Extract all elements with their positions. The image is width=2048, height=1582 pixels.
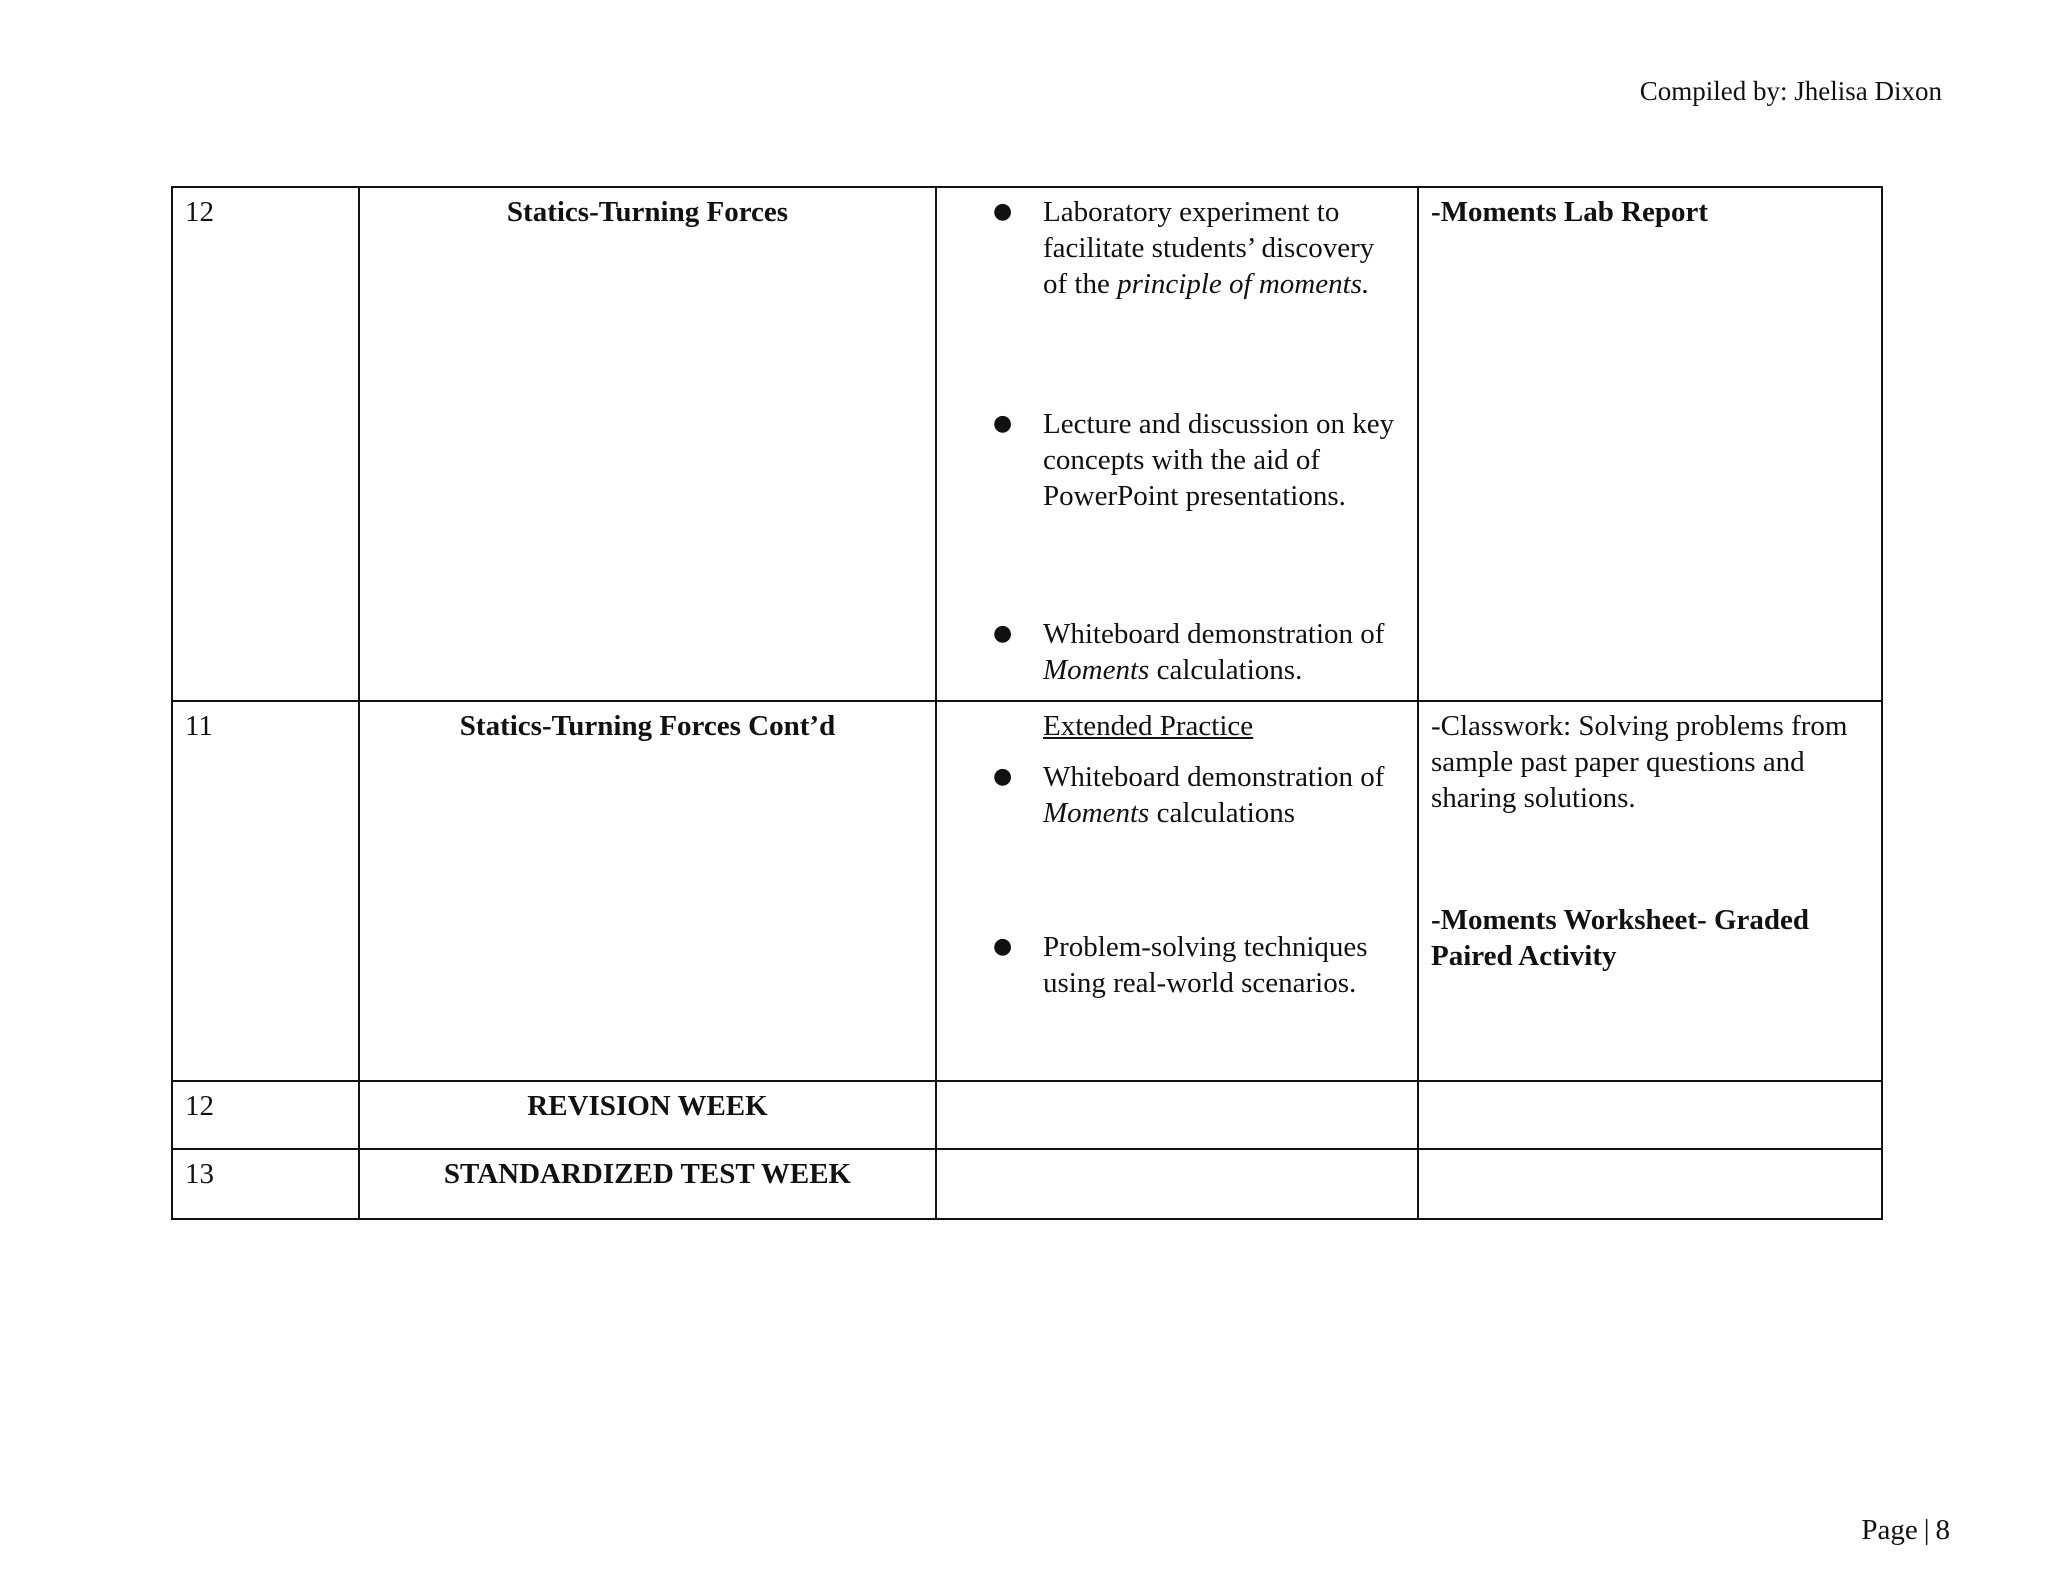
table-row: [172, 701, 1882, 1081]
bullet-icon: ●: [993, 764, 1013, 789]
methods-cell: [936, 187, 1418, 701]
methods-list: [949, 759, 1405, 1001]
week-cell: 11: [172, 701, 359, 1081]
topic-cell: Statics-Turning Forces Cont’d: [359, 701, 936, 1081]
methods-list: [949, 194, 1405, 688]
assessment-cell: [1418, 1081, 1882, 1149]
methods-cell: [936, 1149, 1418, 1219]
methods-cell: [936, 701, 1418, 1081]
bullet-icon: ●: [993, 621, 1013, 646]
week-cell: 13: [172, 1149, 359, 1219]
bullet-icon: ●: [993, 411, 1013, 436]
compiled-by-header: Compiled by: Jhelisa Dixon: [1639, 76, 1942, 106]
method-label: Extended Practice: [1043, 710, 1254, 742]
topic-cell: REVISION WEEK: [359, 1081, 936, 1149]
assessment-cell: [1418, 1149, 1882, 1219]
page-number: 8: [1935, 1514, 1950, 1546]
lesson-plan-table: [171, 186, 1883, 1220]
page-number-footer: [1861, 1512, 1950, 1548]
bullet-icon: ●: [993, 199, 1013, 224]
list-item: ● Laboratory experiment to facilitate students’ discovery of the principle of moments.: [993, 196, 1375, 300]
assessment-cell: -Moments Lab Report: [1418, 187, 1882, 701]
assessment-text: -Classwork: Solving problems from sample past paper questions and sharing solutions.: [1431, 710, 1848, 814]
assessment-cell: [1418, 701, 1882, 1081]
table-row: [172, 1149, 1882, 1219]
methods-cell: [936, 1081, 1418, 1149]
week-cell: 12: [172, 187, 359, 701]
table-row: [172, 1081, 1882, 1149]
topic-cell: Statics-Turning Forces: [359, 187, 936, 701]
page-separator: |: [1923, 1514, 1930, 1546]
graded-activity-text: -Moments Worksheet- Graded Paired Activity: [1431, 904, 1810, 972]
table-row: [172, 187, 1882, 701]
topic-cell: STANDARDIZED TEST WEEK: [359, 1149, 936, 1219]
list-item: ● Lecture and discussion on key concepts with the aid of PowerPoint presentations.: [993, 408, 1395, 512]
list-item: ● Problem-solving techniques using real-world scenarios.: [993, 931, 1368, 999]
list-item: ● Whiteboard demonstration of Moments calculations: [993, 761, 1385, 829]
page-label: Page: [1861, 1514, 1918, 1546]
list-item: ● Whiteboard demonstration of Moments calculations.: [993, 618, 1385, 686]
week-cell: 12: [172, 1081, 359, 1149]
bullet-icon: ●: [993, 934, 1013, 959]
